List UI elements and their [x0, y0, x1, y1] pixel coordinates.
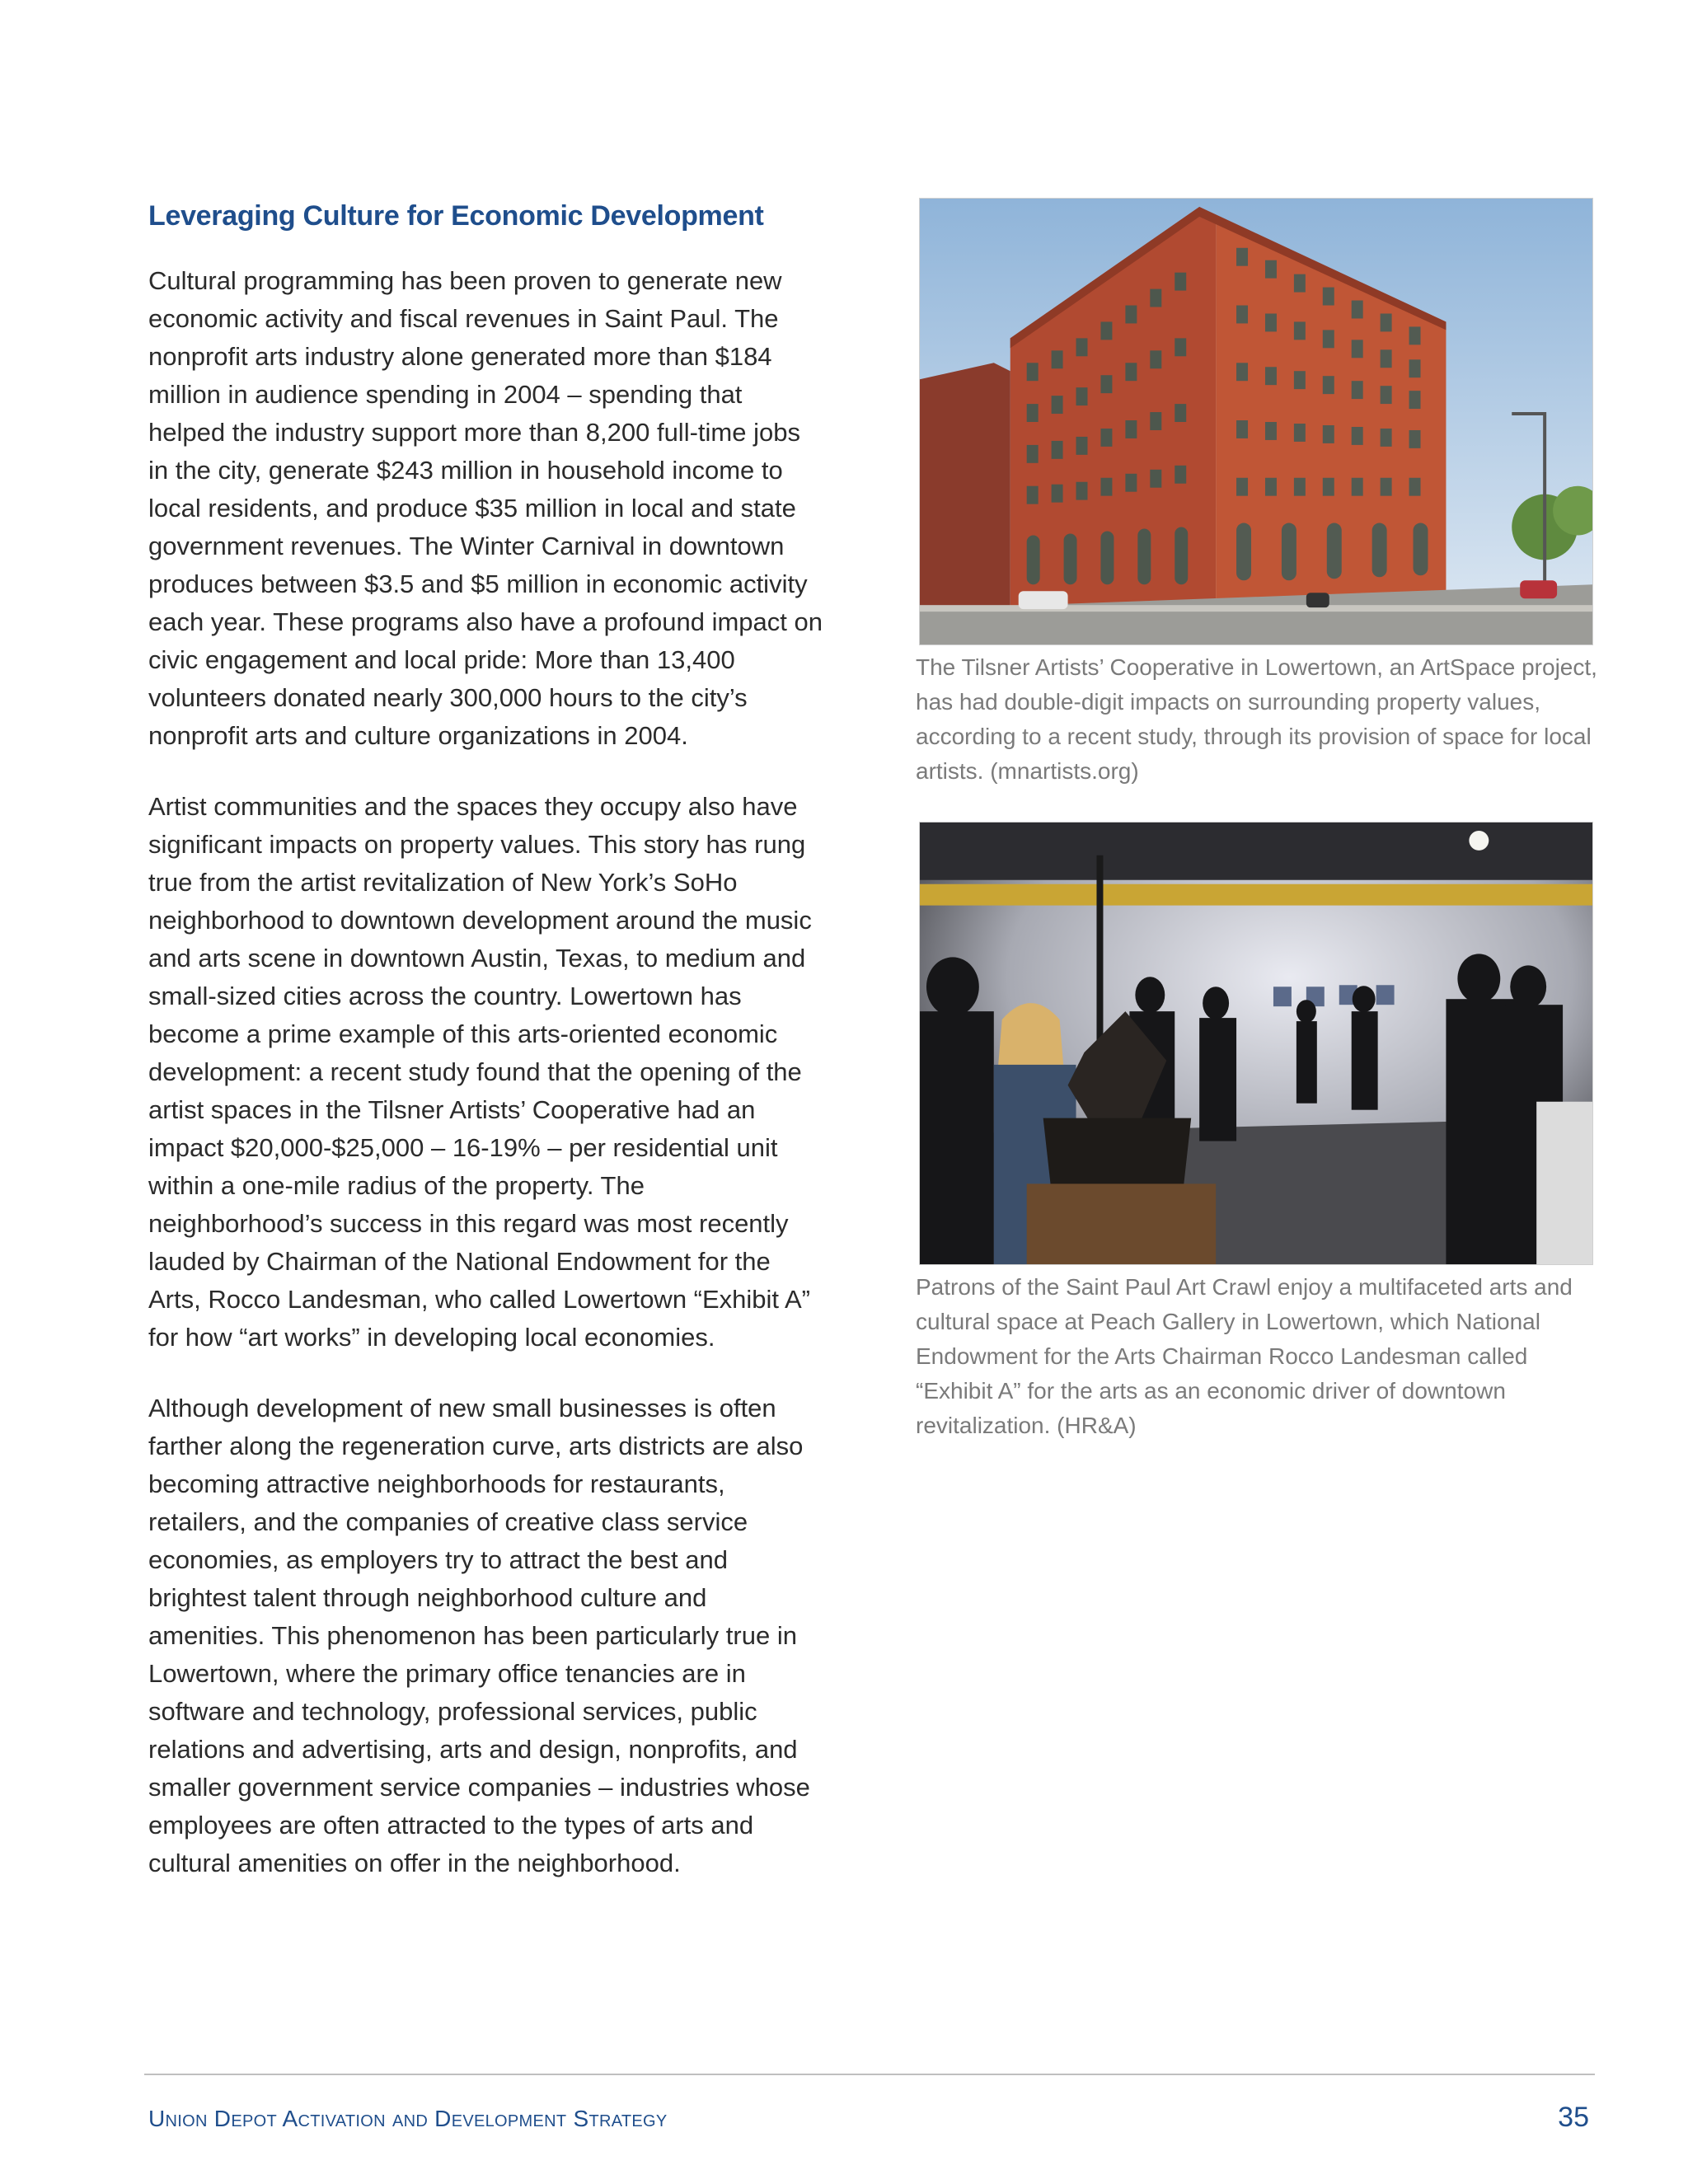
footer-document-title: Union Depot Activation and Development Strategy — [148, 2106, 668, 2131]
body-paragraph: Although development of new small businesses is often farther along the regeneration curve, arts districts are also becoming attractive neighborhoods for restaurants, retailers, and the companies of creative class service economies, as employers try to attract the best and brightest talent through neighborhood culture and amenities. This phenomenon has been particularly true in Lowertown, where the primary office tenancies are in software and technology, professional services, public relations and advertising, arts and design, nonprofits, and smaller government service companies – industries whose employees are often attracted to the types of arts and cultural amenities on offer in the neighborhood. — [148, 1394, 810, 1877]
gallery-art-crawl-photo — [919, 822, 1593, 1265]
figure-caption: Patrons of the Saint Paul Art Crawl enjoy a multifaceted arts and cultural space at Peach Gallery in Lowertown, which National Endowment for the Arts Chairman Rocco Landesman called “Exhibit A” for the arts as an economic driver of downtown revitalization. (HR&A) — [916, 1274, 1573, 1438]
figure-caption: The Tilsner Artists’ Cooperative in Lowertown, an ArtSpace project, has had double-digit impacts on surrounding property values, according to a recent study, through its provision of space for local artists. (mnartists.org) — [916, 654, 1597, 784]
figure-tilsner — [916, 198, 1597, 789]
figure-column — [916, 198, 1597, 1443]
body-paragraph: Artist communities and the spaces they occupy also have significant impacts on property values. This story has rung true from the artist revitalization of New York’s SoHo neighborhood to downtown development around the music and arts scene in downtown Austin, Texas, to medium and small-sized cities across the country. Lowertown has become a prime example of this arts-oriented economic development: a recent study found that the opening of the artist spaces in the Tilsner Artists’ Cooperative had an impact $20,000-$25,000 – 16-19% – per residential unit within a one-mile radius of the property. The neighborhood’s success in this regard was most recently lauded by Chairman of the National Endowment for the Arts, Rocco Landesman, who called Lowertown “Exhibit A” for how “art works” in developing local economies. — [148, 792, 812, 1352]
footer-divider — [144, 2074, 1595, 2075]
section-heading: Leveraging Culture for Economic Development — [148, 200, 764, 232]
tilsner-building-photo — [919, 198, 1593, 645]
body-paragraph: Cultural programming has been proven to generate new economic activity and fiscal revenues in Saint Paul. The nonprofit arts industry alone generated more than $184 million in audience spending in 2004 – spending that helped the industry support more than 8,200 full-time jobs in the city, generate $243 million in household income to local residents, and produce $35 million in local and state government revenues. The Winter Carnival in downtown produces between $3.5 and $5 million in economic activity each year. These programs also have a profound impact on civic engagement and local pride: More than 13,400 volunteers donated nearly 300,000 hours to the city’s nonprofit arts and culture organizations in 2004. — [148, 266, 823, 750]
main-text-column — [148, 198, 824, 1915]
page-number: 35 — [1558, 2102, 1589, 2133]
figure-art-crawl — [916, 822, 1593, 1443]
